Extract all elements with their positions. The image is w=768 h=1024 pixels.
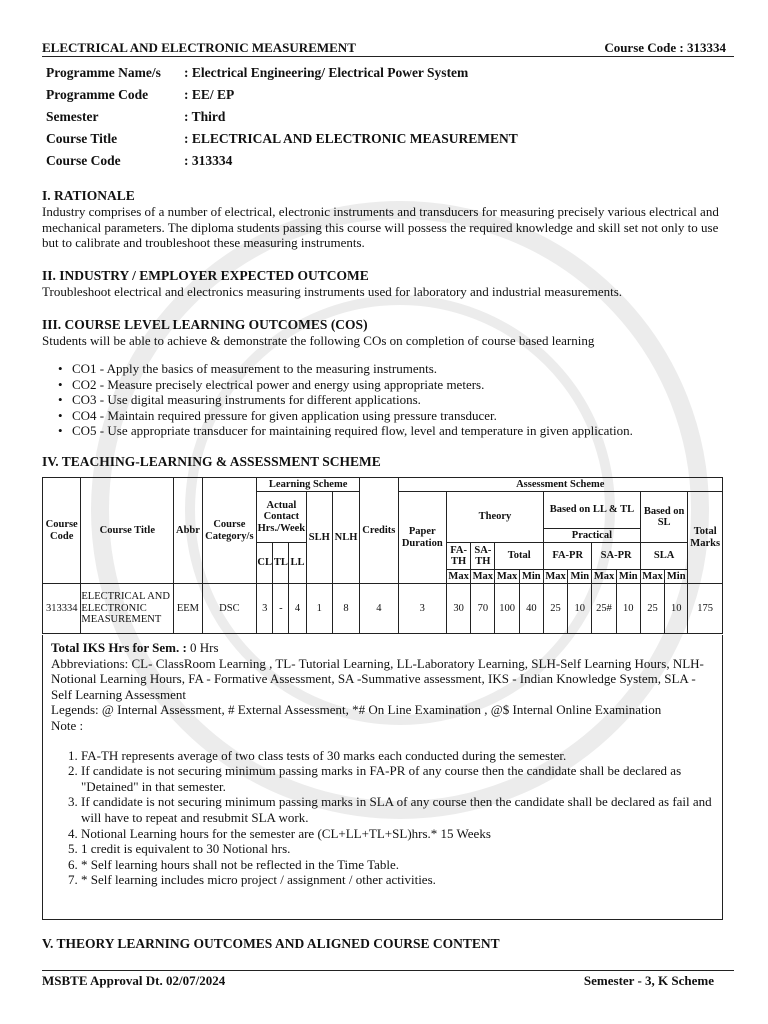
cell-tl: - — [273, 584, 289, 634]
cell-fa-pr-min: 10 — [568, 584, 592, 634]
cell-total-max: 100 — [495, 584, 519, 634]
list-item: • CO4 - Maintain required pressure for given application using pressure transducer. — [72, 408, 633, 424]
col-total-marks: Total Marks — [688, 492, 723, 584]
col-max: Max — [642, 570, 663, 582]
col-course-code: Course Code — [43, 478, 81, 584]
legends-text: Legends: @ Internal Assessment, # External Assessment, *# On Line Examination , @$ Internal Online Examination — [51, 702, 662, 718]
abbreviations-text: Abbreviations: CL- ClassRoom Learning , TL- Tutorial Learning, LL-Laboratory Learning, SLH-Self Learning Hours, NLH-Notional Learning Hours, FA - Formative Assessment, SA -Summative assessment, IKS - Indian Knowledge System, SLA - Self Learning Assessment — [51, 655, 704, 702]
col-fa-th: FA-TH — [447, 543, 471, 570]
col-min: Min — [616, 570, 640, 584]
cell-paper: 3 — [398, 584, 446, 634]
assessment-scheme-table — [42, 477, 723, 634]
page-header — [42, 40, 726, 55]
cell-credits: 4 — [360, 584, 398, 634]
co-list — [72, 361, 633, 439]
cell-abbr: EEM — [174, 584, 202, 634]
cell-nlh: 8 — [332, 584, 359, 634]
list-item: 2. If candidate is not securing minimum passing marks in FA-PR of any course then the candidate shall be declared as "Detained" in that semester. — [81, 763, 716, 794]
col-fa-pr: FA-PR — [543, 543, 591, 570]
col-max: Max — [472, 570, 494, 582]
scheme-heading: IV. TEACHING-LEARNING & ASSESSMENT SCHEME — [42, 454, 381, 469]
list-item: 3. If candidate is not securing minimum passing marks in SLA of any course then the candidate shall be declared as fail and will have to repeat and resubmit SLA work. — [81, 794, 716, 825]
footer-semester: Semester - 3, K Scheme — [583, 973, 714, 988]
header-title: ELECTRICAL AND ELECTRONIC MEASUREMENT — [42, 40, 356, 55]
rationale-body: Industry comprises of a number of electrical, electronic instruments and transducers for measuring precisely various electrical and mechanical parameters. The diploma students passing this course will possess the required knowledge and skill set not only to use but to calibrate and troubleshoot these measuring instruments. — [42, 204, 719, 250]
info-key: Course Code — [46, 153, 121, 168]
info-key: Course Title — [46, 131, 118, 146]
page-footer — [42, 973, 714, 988]
notes-list — [51, 748, 716, 888]
cell-sla-max: 25 — [640, 584, 664, 634]
list-item: 1. FA-TH represents average of two class tests of 30 marks each conducted during the semester. — [81, 748, 716, 764]
col-max: Max — [593, 570, 615, 582]
header-divider — [42, 56, 734, 57]
cell-sa-pr-min: 10 — [616, 584, 640, 634]
note-label: Note : — [51, 717, 84, 733]
list-item: 5. 1 credit is equivalent to 30 Notional hrs. — [81, 841, 716, 857]
col-paper-duration: Paper Duration — [398, 492, 446, 584]
info-row — [46, 62, 518, 84]
list-item: 4. Notional Learning hours for the semester are (CL+LL+TL+SL)hrs.* 15 Weeks — [81, 826, 716, 842]
col-practical: Practical — [543, 529, 640, 543]
col-sa-pr: SA-PR — [592, 543, 640, 570]
col-assessment-scheme: Assessment Scheme — [398, 478, 722, 492]
iks-label: Total IKS Hrs for Sem. : — [51, 640, 187, 655]
cell-category: DSC — [202, 584, 257, 634]
cell-slh: 1 — [306, 584, 332, 634]
cell-fa-th-max: 30 — [447, 584, 471, 634]
list-item: 6. * Self learning hours shall not be reflected in the Time Table. — [81, 857, 716, 873]
outcome-body: Troubleshoot electrical and electronics measuring instruments used for laboratory and industrial measurements. — [42, 284, 623, 299]
col-sla: SLA — [640, 543, 687, 570]
info-value: : Third — [184, 109, 226, 124]
cell-fa-pr-max: 25 — [543, 584, 567, 634]
col-min: Min — [519, 570, 543, 584]
rationale-heading: I. RATIONALE — [42, 188, 135, 203]
col-based-on-ll-tl: Based on LL & TL — [543, 492, 640, 529]
table-row — [43, 584, 723, 634]
section5-heading: V. THEORY LEARNING OUTCOMES AND ALIGNED COURSE CONTENT — [42, 936, 500, 951]
col-max: Max — [448, 570, 469, 582]
cell-cl: 3 — [257, 584, 273, 634]
rationale-section — [42, 188, 724, 251]
info-row — [46, 150, 518, 172]
cell-ll: 4 — [289, 584, 306, 634]
cell-sa-pr-max: 25# — [592, 584, 616, 634]
outcome-heading: II. INDUSTRY / EMPLOYER EXPECTED OUTCOME — [42, 268, 369, 283]
info-value: : ELECTRICAL AND ELECTRONIC MEASUREMENT — [184, 131, 518, 146]
col-max: Max — [545, 570, 566, 582]
info-key: Programme Code — [46, 87, 149, 102]
col-tl: TL — [273, 543, 289, 584]
info-row — [46, 106, 518, 128]
col-sa-th: SA-TH — [471, 543, 495, 570]
programme-info-table — [46, 62, 518, 172]
outcome-section — [42, 268, 724, 300]
col-theory: Theory — [447, 492, 544, 543]
info-key: Semester — [46, 109, 99, 124]
col-min: Min — [665, 570, 688, 584]
info-row — [46, 84, 518, 106]
list-item: • CO1 - Apply the basics of measurement to the measuring instruments. — [72, 361, 633, 377]
list-item: 7. * Self learning includes micro project / assignment / other activities. — [81, 872, 716, 888]
col-actual-contact: Actual Contact Hrs./Week — [257, 492, 306, 543]
cell-code: 313334 — [43, 584, 81, 634]
iks-value: 0 Hrs — [186, 640, 219, 655]
header-course-code: Course Code : 313334 — [604, 40, 726, 55]
info-value: : EE/ EP — [184, 87, 235, 102]
footer-divider — [42, 970, 734, 971]
info-row — [46, 128, 518, 150]
cell-sla-min: 10 — [665, 584, 688, 634]
col-slh: SLH — [306, 492, 332, 584]
col-abbr: Abbr — [174, 478, 202, 584]
col-nlh: NLH — [332, 492, 359, 584]
col-category: Course Category/s — [202, 478, 257, 584]
cos-section — [42, 317, 724, 349]
list-item: • CO5 - Use appropriate transducer for maintaining required flow, level and temperature in given application. — [72, 423, 633, 439]
col-credits: Credits — [360, 478, 398, 584]
iks-line — [51, 640, 716, 656]
col-total: Total — [495, 543, 543, 570]
col-cl: CL — [257, 543, 273, 584]
col-course-title: Course Title — [81, 478, 174, 584]
scheme-section — [42, 454, 724, 470]
col-based-on-sl: Based on SL — [640, 492, 687, 543]
cell-sa-th-max: 70 — [471, 584, 495, 634]
info-value: : Electrical Engineering/ Electrical Power System — [184, 65, 469, 80]
col-max: Max — [496, 570, 518, 582]
col-min: Min — [568, 570, 592, 584]
cell-total-min: 40 — [519, 584, 543, 634]
col-learning-scheme: Learning Scheme — [257, 478, 360, 492]
list-item: • CO2 - Measure precisely electrical power and energy using appropriate meters. — [72, 377, 633, 393]
cos-intro: Students will be able to achieve & demonstrate the following COs on completion of course based learning — [42, 333, 595, 348]
cos-heading: III. COURSE LEVEL LEARNING OUTCOMES (COS) — [42, 317, 368, 332]
list-item: • CO3 - Use digital measuring instruments for different applications. — [72, 392, 633, 408]
info-value: : 313334 — [184, 153, 233, 168]
notes-box — [42, 635, 723, 920]
info-key: Programme Name/s — [46, 65, 161, 80]
col-ll: LL — [289, 543, 306, 584]
cell-total-marks: 175 — [688, 584, 723, 634]
footer-approval: MSBTE Approval Dt. 02/07/2024 — [42, 973, 226, 988]
cell-title: ELECTRICAL AND ELECTRONIC MEASUREMENT — [81, 584, 174, 634]
